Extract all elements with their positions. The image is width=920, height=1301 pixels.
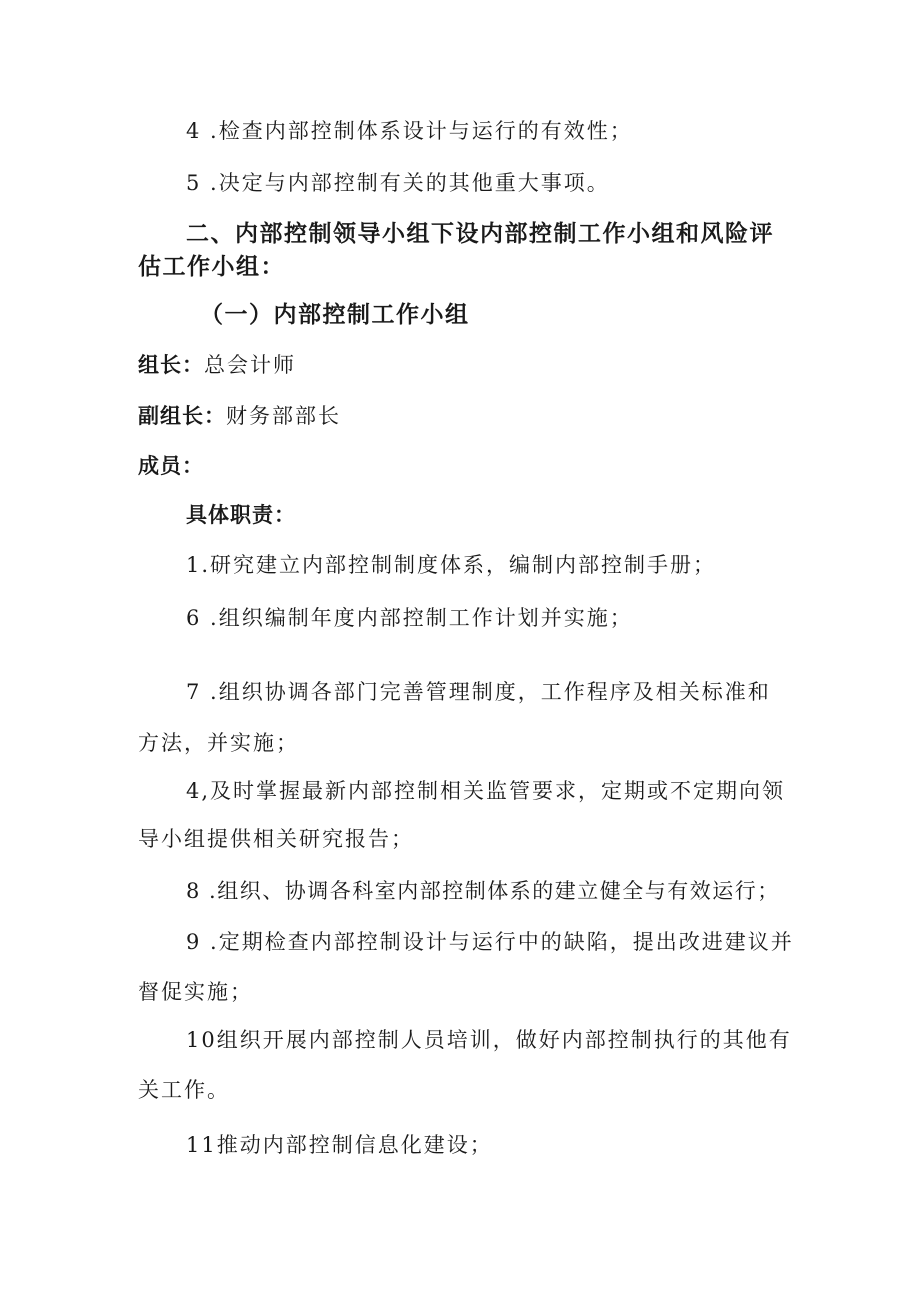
- item-4-check-effectiveness: 4 .检查内部控制体系设计与运行的有效性；: [186, 119, 633, 143]
- duty-4-line-1: 4,及时掌握最新内部控制相关监管要求，定期或不定期向领: [186, 779, 786, 803]
- duty-8: 8 .组织、协调各科室内部控制体系的建立健全与有效运行；: [186, 879, 780, 903]
- duty-6: 6 .组织编制年度内部控制工作计划并实施；: [186, 606, 633, 630]
- duty-11: 11推动内部控制信息化建设；: [186, 1133, 493, 1157]
- section-2-title-line-2: 估工作小组：: [138, 254, 285, 280]
- item-5-decide-matters: 5 .决定与内部控制有关的其他重大事项。: [186, 171, 610, 195]
- leader-row: [138, 350, 296, 380]
- deputy-leader-value: 财务部部长: [226, 404, 341, 428]
- duty-1: 1.研究建立内部控制制度体系，编制内部控制手册；: [186, 553, 717, 577]
- subsection-1-title: （一）内部控制工作小组: [200, 302, 470, 328]
- duty-7-line-2: 方法，并实施；: [138, 731, 299, 755]
- section-2-title-line-1: 二、内部控制领导小组下设内部控制工作小组和风险评: [186, 221, 774, 247]
- duty-10-line-2: 关工作。: [138, 1078, 230, 1102]
- duty-4-line-2: 导小组提供相关研究报告；: [138, 827, 414, 851]
- deputy-leader-row: [138, 401, 341, 431]
- members-row: [138, 451, 204, 481]
- duty-9-line-2: 督促实施；: [138, 980, 253, 1004]
- duties-heading: 具体职责：: [186, 503, 296, 527]
- duty-7-line-1: 7 .组织协调各部门完善管理制度，工作程序及相关标准和: [186, 680, 771, 704]
- members-label: 成员：: [138, 454, 204, 478]
- leader-value: 总会计师: [204, 353, 296, 377]
- leader-label: 组长：: [138, 353, 204, 377]
- deputy-leader-label: 副组长：: [138, 404, 226, 428]
- duty-10-line-1: 10组织开展内部控制人员培训，做好内部控制执行的其他有: [186, 1028, 792, 1052]
- duty-9-line-1: 9 .定期检查内部控制设计与运行中的缺陷，提出改进建议并: [186, 930, 794, 954]
